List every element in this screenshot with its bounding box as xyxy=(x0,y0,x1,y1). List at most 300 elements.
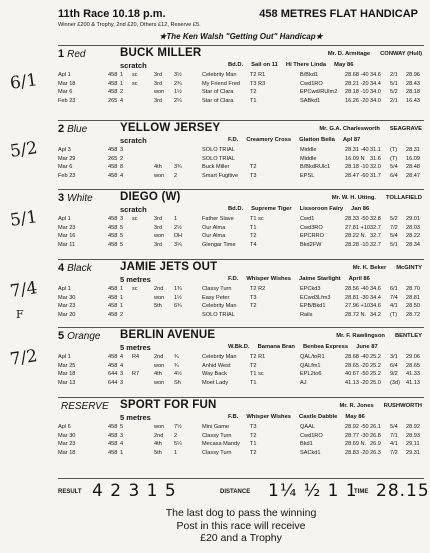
trainer-name: RUSHWORTH xyxy=(383,403,422,409)
breeding-line xyxy=(228,137,368,143)
run-comment: Cwd1RO xyxy=(300,432,323,439)
run-margin: 1½ xyxy=(174,294,182,301)
run-comment: SABkd1 xyxy=(300,97,321,104)
breeding-line xyxy=(228,206,377,212)
run-distance: 644 xyxy=(108,379,118,386)
dam-name: Jaime Starlight xyxy=(299,276,341,282)
form-row xyxy=(58,98,426,107)
run-position: won xyxy=(154,362,165,369)
trap-number: 4 xyxy=(58,262,65,274)
run-margin: 6¾ xyxy=(174,303,182,310)
form-table xyxy=(58,72,426,106)
form-table xyxy=(58,354,426,388)
run-trap-note: T2 xyxy=(250,233,257,240)
run-comment: Cwd1 xyxy=(300,216,315,222)
run-trap-note: T2 xyxy=(250,164,257,171)
run-comment: QAL/toR1 xyxy=(300,354,325,360)
run-date: Mar 20 xyxy=(58,311,76,318)
run-trap: 3 xyxy=(120,371,124,378)
run-sp: 2/1 xyxy=(390,97,398,104)
breeding-line xyxy=(228,62,362,68)
run-distance: 458 xyxy=(108,441,118,448)
run-trap: 3 xyxy=(120,216,124,222)
run-time: 29.31 xyxy=(406,449,420,456)
form-row xyxy=(58,242,426,251)
run-comment: Middle xyxy=(300,155,317,162)
run-sp: 4/1 xyxy=(390,441,398,448)
run-time: 28.81 xyxy=(406,294,420,301)
whelp-date: May 86 xyxy=(345,414,365,420)
run-comment: SACkd1 xyxy=(300,449,321,456)
run-date: Apl 3 xyxy=(58,147,71,153)
run-trap: 3 xyxy=(120,432,124,439)
form-row xyxy=(58,156,426,165)
run-distance: 458 xyxy=(108,424,118,430)
run-win-time: 28.81 -30 xyxy=(345,294,369,301)
run-win-time: 27.96 +10 xyxy=(345,303,371,310)
run-margin: ¾ xyxy=(174,362,179,369)
run-weight: 34.4 xyxy=(370,80,381,87)
run-trap-note: T3 xyxy=(250,424,257,430)
colour-sex-code: F.D. xyxy=(228,137,239,143)
run-weight: 25.2 xyxy=(370,371,381,378)
sire-name: Creamery Cross xyxy=(246,137,292,143)
result-label: RESULT xyxy=(58,489,82,495)
run-date: Mar 13 xyxy=(58,379,76,386)
run-weight: 34.0 xyxy=(370,97,381,104)
run-win-time: 28.65 -20 xyxy=(345,362,369,369)
footer-note xyxy=(58,507,424,545)
run-time: 28.65 xyxy=(406,362,420,369)
run-comment: B/Bkd1 xyxy=(300,72,319,78)
run-margin: 5¼ xyxy=(174,441,182,448)
run-trap-note: T2 R2 xyxy=(250,286,266,292)
run-win-time: 28.18 -10 xyxy=(345,164,369,171)
run-winner: Classy Turn xyxy=(202,286,232,292)
entry-block xyxy=(58,400,426,472)
run-win-time: 28.18 -10 xyxy=(345,89,369,96)
run-date: Mar 30 xyxy=(58,432,76,439)
run-trap: 5 xyxy=(120,224,124,231)
run-trap: 5 xyxy=(120,233,124,240)
run-distance: 644 xyxy=(108,371,118,378)
form-row xyxy=(58,380,426,389)
owner-name: Mr. D. Armitage xyxy=(327,51,371,57)
run-sp: 5/4 xyxy=(390,233,398,240)
run-comment: AJ xyxy=(300,379,307,386)
breeding-line xyxy=(228,344,386,350)
run-weight: 25.2 xyxy=(370,362,381,369)
owner-trainer xyxy=(328,51,422,57)
run-winner: Way Back xyxy=(202,371,227,378)
run-winner: Buck Miller xyxy=(202,164,230,171)
run-sp: 5/2 xyxy=(390,216,398,222)
run-win-time: 28.28 -10 xyxy=(345,241,369,248)
run-trap-note: T3 xyxy=(250,294,257,301)
run-distance: 458 xyxy=(108,311,118,318)
entry-block xyxy=(58,192,426,264)
run-trap-note: T4 xyxy=(250,241,257,248)
handwritten-odds: 7/4 xyxy=(8,278,39,302)
run-comment: ECwd3Lfm3 xyxy=(300,294,331,301)
run-date: Mar 6 xyxy=(58,164,73,171)
form-table xyxy=(58,147,426,181)
run-date: Apl 1 xyxy=(58,354,71,360)
run-distance: 458 xyxy=(108,449,118,456)
run-comment: EPCkd3 xyxy=(300,286,321,292)
run-sp: 6/4 xyxy=(390,172,398,179)
run-win-time: 28.68 -40 xyxy=(345,72,369,78)
run-time: 28.22 xyxy=(406,233,420,240)
run-position: 4th xyxy=(154,441,162,448)
run-position: 3rd xyxy=(154,216,163,222)
run-winner: Celebrity Man xyxy=(202,72,237,78)
run-weight: 26.8 xyxy=(370,432,381,439)
run-weight: 32.0 xyxy=(370,164,381,171)
run-weight: 31.1 xyxy=(370,147,381,153)
trap-number: 2 xyxy=(58,123,65,135)
run-trap-note: T2 xyxy=(250,362,257,369)
run-comment: Cwd1RO xyxy=(300,80,323,87)
run-time: 16.43 xyxy=(406,97,420,104)
handwritten-odds: 5/2 xyxy=(8,138,39,162)
run-trap: 3 xyxy=(120,147,124,153)
run-sp: 9/2 xyxy=(390,371,398,378)
run-weight: 34.2 xyxy=(370,311,381,318)
run-trap: 5 xyxy=(120,424,124,430)
run-trap-note: T1 xyxy=(250,224,257,231)
sire-name: Whisper Wishes xyxy=(246,276,292,282)
run-position: 3rd xyxy=(154,97,163,104)
run-winner: Star of Clara xyxy=(202,97,234,104)
race-title: 458 METRES FLAT HANDICAP xyxy=(259,8,418,20)
form-row xyxy=(58,233,426,242)
trap-colour: White xyxy=(67,193,93,204)
run-win-time: 16.26 -20 xyxy=(345,97,369,104)
run-comment: Cwd3RO xyxy=(300,224,323,231)
run-margin: 3¾ xyxy=(174,164,182,171)
form-row xyxy=(58,450,426,459)
form-row xyxy=(58,363,426,372)
form-row xyxy=(58,286,426,295)
trap-info xyxy=(58,192,93,204)
run-margin: 2¼ xyxy=(174,97,182,104)
run-position: won xyxy=(154,172,165,179)
run-winner: Mecasa Mandy xyxy=(202,441,240,448)
run-date: Apl 6 xyxy=(58,424,71,430)
run-sp: 4/1 xyxy=(390,303,398,310)
run-comment: QAAL xyxy=(300,424,315,430)
owner-name: Mr. G.A. Charlesworth xyxy=(319,126,380,132)
run-grade: sc xyxy=(132,72,138,78)
run-weight: 26.9 xyxy=(370,441,381,448)
run-winner: Smart Fugitive xyxy=(202,172,239,179)
run-margin: 4½ xyxy=(174,371,182,378)
owner-name: Mr. R. Jones xyxy=(339,403,374,409)
run-trap: 4 xyxy=(120,172,124,179)
run-date: Apl 1 xyxy=(58,72,71,78)
run-win-time: 28.21 -20 xyxy=(345,80,369,87)
whelp-date: April 86 xyxy=(348,276,370,282)
form-row xyxy=(58,173,426,182)
run-time: 28.48 xyxy=(406,164,420,171)
dam-name: Lissoroon Fairy xyxy=(299,206,344,212)
trap-colour: Red xyxy=(67,49,86,60)
dog-handicap: scratch xyxy=(120,205,147,214)
whelp-date: May 86 xyxy=(334,62,354,68)
run-winner: Celebrity Man xyxy=(202,354,237,360)
entry-divider xyxy=(58,45,424,46)
run-distance: 458 xyxy=(108,224,118,231)
form-row xyxy=(58,164,426,173)
run-date: Mar 18 xyxy=(58,371,76,378)
run-position: 2nd xyxy=(154,432,164,439)
run-time: 29.11 xyxy=(406,441,420,448)
run-weight: 31.7 xyxy=(370,172,381,179)
footer-line: Post in this race will receive xyxy=(176,519,306,532)
run-distance: 458 xyxy=(108,172,118,179)
sire-name: Bamana Bran xyxy=(257,344,295,350)
run-sp: (T) xyxy=(390,311,398,318)
trap-info xyxy=(58,48,85,60)
run-sp: (3d) xyxy=(390,379,400,386)
run-sp: 7/1 xyxy=(390,432,398,439)
whelp-date: Apl 87 xyxy=(342,137,361,143)
run-distance: 458 xyxy=(108,233,118,240)
dam-name: Hi There Linda xyxy=(285,62,327,68)
sire-name: Whisper Wishes xyxy=(246,414,292,420)
run-weight: 26.3 xyxy=(370,449,381,456)
footer-line: £20 and a Trophy xyxy=(200,532,282,544)
dog-handicap: 5 metres xyxy=(120,413,151,422)
run-weight: 26.1 xyxy=(370,424,381,430)
trap-info xyxy=(58,330,100,342)
run-trap-note: T3 xyxy=(250,172,257,179)
run-position: won xyxy=(154,294,165,301)
run-weight: 32.7 xyxy=(370,224,381,231)
run-winner: Classy Turn xyxy=(202,449,232,456)
run-trap: 4 xyxy=(120,97,124,104)
run-win-time: 27.81 +10 xyxy=(345,224,371,231)
owner-name: Mr. W. H. Utting. xyxy=(331,195,377,201)
run-trap-note: T2 R1 xyxy=(250,354,266,360)
run-trap: 3 xyxy=(120,379,124,386)
run-trap-note: T1 xyxy=(250,379,257,386)
owner-trainer xyxy=(336,333,422,339)
run-position: 5th xyxy=(154,449,162,456)
run-trap: 1 xyxy=(120,449,124,456)
run-win-time: 28.22 N. xyxy=(345,233,367,240)
owner-trainer xyxy=(353,265,422,271)
run-trap-note: T1 xyxy=(250,97,257,104)
run-trap-note: T2 xyxy=(250,303,257,310)
run-grade: sc xyxy=(132,216,138,222)
run-margin: ¾ xyxy=(174,354,179,360)
trap-number: 3 xyxy=(58,192,65,204)
trainer-name: CONWAY (Hull) xyxy=(380,51,422,57)
run-date: Feb 23 xyxy=(58,172,76,179)
run-trap: 8 xyxy=(120,164,124,171)
colour-sex-code: F.B. xyxy=(228,414,239,420)
race-number-time: 11th Race 10.18 p.m. xyxy=(58,8,166,20)
run-distance: 458 xyxy=(108,303,118,310)
run-date: Feb 23 xyxy=(58,97,76,104)
run-margin: 2 xyxy=(174,432,178,439)
run-winner: Our Alma xyxy=(202,233,226,240)
time-label: TIME xyxy=(354,489,369,495)
dam-name: Glatton Bella xyxy=(299,137,335,143)
entry-divider xyxy=(58,259,424,260)
run-winner: Star of Clara xyxy=(202,89,234,96)
run-weight: 34.6 xyxy=(370,303,381,310)
sire-name: Sail on 11 xyxy=(251,62,278,68)
run-position: 3rd xyxy=(154,224,163,231)
run-sp: 2/1 xyxy=(390,72,398,78)
dog-handicap: scratch xyxy=(120,136,147,145)
run-winner: Glengar Time xyxy=(202,241,236,248)
owner-trainer xyxy=(340,403,422,409)
run-position: won xyxy=(154,89,165,96)
run-date: Mar 23 xyxy=(58,224,76,231)
run-time: 16.09 xyxy=(406,155,420,162)
run-sp: 5/4 xyxy=(390,424,398,430)
form-row xyxy=(58,216,426,225)
run-margin: Sh xyxy=(174,379,181,386)
result-line xyxy=(58,481,430,503)
run-sp: (T) xyxy=(390,155,398,162)
trap-colour: RESERVE xyxy=(61,401,109,412)
run-win-time: 28.68 -40 xyxy=(345,354,369,360)
run-position: 3rd xyxy=(154,241,163,248)
whelp-date: Jan 86 xyxy=(351,206,370,212)
trap-info xyxy=(58,123,87,135)
run-distance: 458 xyxy=(108,80,118,87)
run-winner: Classy Turn xyxy=(202,432,232,439)
run-date: Mar 25 xyxy=(58,362,76,369)
entry-divider xyxy=(58,397,424,398)
run-position: 3rd xyxy=(154,72,163,78)
entry-block xyxy=(58,330,426,402)
run-win-time: 28.47 -60 xyxy=(345,172,369,179)
run-winner: SOLO TRIAL xyxy=(202,155,235,162)
dog-name: SPORT FOR FUN xyxy=(120,399,217,411)
handwritten-odds: 6/1 xyxy=(8,70,39,94)
run-trap-note: T1 sc xyxy=(250,216,264,222)
run-comment: EPCRRO xyxy=(300,233,324,240)
run-date: Apl 1 xyxy=(58,286,71,292)
run-distance: 458 xyxy=(108,72,118,78)
whelp-date: June 87 xyxy=(356,344,378,350)
run-date: Mar 29 xyxy=(58,155,76,162)
run-winner: Celebrity Man xyxy=(202,303,237,310)
run-sp: 7/2 xyxy=(390,449,398,456)
run-distance: 458 xyxy=(108,354,118,360)
run-weight: 32.7 xyxy=(370,241,381,248)
run-winner: Anhid West xyxy=(202,362,231,369)
run-sp: 5/1 xyxy=(390,80,398,87)
dog-handicap: 5 metres xyxy=(120,343,151,352)
run-distance: 458 xyxy=(108,147,118,153)
race-header xyxy=(58,8,424,20)
entry-divider xyxy=(58,327,424,328)
entry-block xyxy=(58,48,426,120)
run-distance: 458 xyxy=(108,286,118,292)
trap-colour: Blue xyxy=(67,124,88,135)
owner-trainer xyxy=(319,126,422,132)
run-date: Apl 1 xyxy=(58,216,71,222)
run-grade: R7 xyxy=(132,371,140,378)
run-distance: 265 xyxy=(108,155,118,162)
dog-name: BERLIN AVENUE xyxy=(120,329,216,341)
result-order: 4 2 3 1 5 xyxy=(92,481,177,501)
dog-handicap: scratch xyxy=(120,61,147,70)
run-date: Mar 6 xyxy=(58,89,73,96)
dog-name: JAMIE JETS OUT xyxy=(120,261,218,273)
run-sp: (T) xyxy=(390,147,398,153)
run-trap: 2 xyxy=(120,89,124,96)
form-table xyxy=(58,424,426,458)
run-trap-note: T2 R1 xyxy=(250,72,266,78)
run-date: Mar 11 xyxy=(58,241,75,248)
form-row xyxy=(58,433,426,442)
run-win-time: 28.69 N. xyxy=(345,441,367,448)
run-weight: 25.2 xyxy=(370,354,381,360)
run-distance: 458 xyxy=(108,294,118,301)
handwritten-f-mark: F xyxy=(16,308,24,321)
run-margin: 3½ xyxy=(174,72,182,78)
run-trap-note: T2 xyxy=(250,432,257,439)
run-trap: 4 xyxy=(120,362,124,369)
owner-trainer xyxy=(332,195,422,201)
run-trap-note: T1 xyxy=(250,441,257,448)
trap-colour: Orange xyxy=(67,331,101,342)
run-grade: sc xyxy=(132,286,138,292)
result-distances: 1¼ ½ 1 1 xyxy=(268,481,358,501)
dog-name: DIEGO (W) xyxy=(120,191,181,203)
form-table xyxy=(58,286,426,320)
run-trap: 4 xyxy=(120,354,124,360)
run-margin: 2¾ xyxy=(174,80,182,87)
entry-divider xyxy=(58,120,424,121)
run-distance: 458 xyxy=(108,164,118,171)
run-winner: Our Alma xyxy=(202,224,226,231)
trap-colour: Black xyxy=(67,263,92,274)
form-row xyxy=(58,371,426,380)
form-row xyxy=(58,81,426,90)
run-time: 28.50 xyxy=(406,303,420,310)
run-time: 28.31 xyxy=(406,147,420,153)
run-weight: 34.6 xyxy=(370,286,381,292)
run-sp: 6/4 xyxy=(390,362,398,369)
form-row xyxy=(58,89,426,98)
run-margin: DH xyxy=(174,233,183,240)
sire-name: Supreme Tiger xyxy=(251,206,292,212)
owner-name: Mr. F. Rawlingson xyxy=(336,333,385,339)
run-time: 28.34 xyxy=(406,241,420,248)
run-time: 28.96 xyxy=(406,72,420,78)
form-row xyxy=(58,424,426,433)
run-sp: 5/4 xyxy=(390,164,398,171)
run-date: Mar 23 xyxy=(58,441,76,448)
run-margin: 3¼ xyxy=(174,241,182,248)
run-trap: 1 xyxy=(120,286,124,292)
run-trap: 4 xyxy=(120,441,124,448)
form-row xyxy=(58,441,426,450)
run-winner: Mini Game xyxy=(202,424,230,430)
run-trap-note: T1 sc xyxy=(250,371,264,378)
colour-sex-code: Bd.D. xyxy=(228,206,244,212)
colour-sex-code: F.D. xyxy=(228,276,239,282)
